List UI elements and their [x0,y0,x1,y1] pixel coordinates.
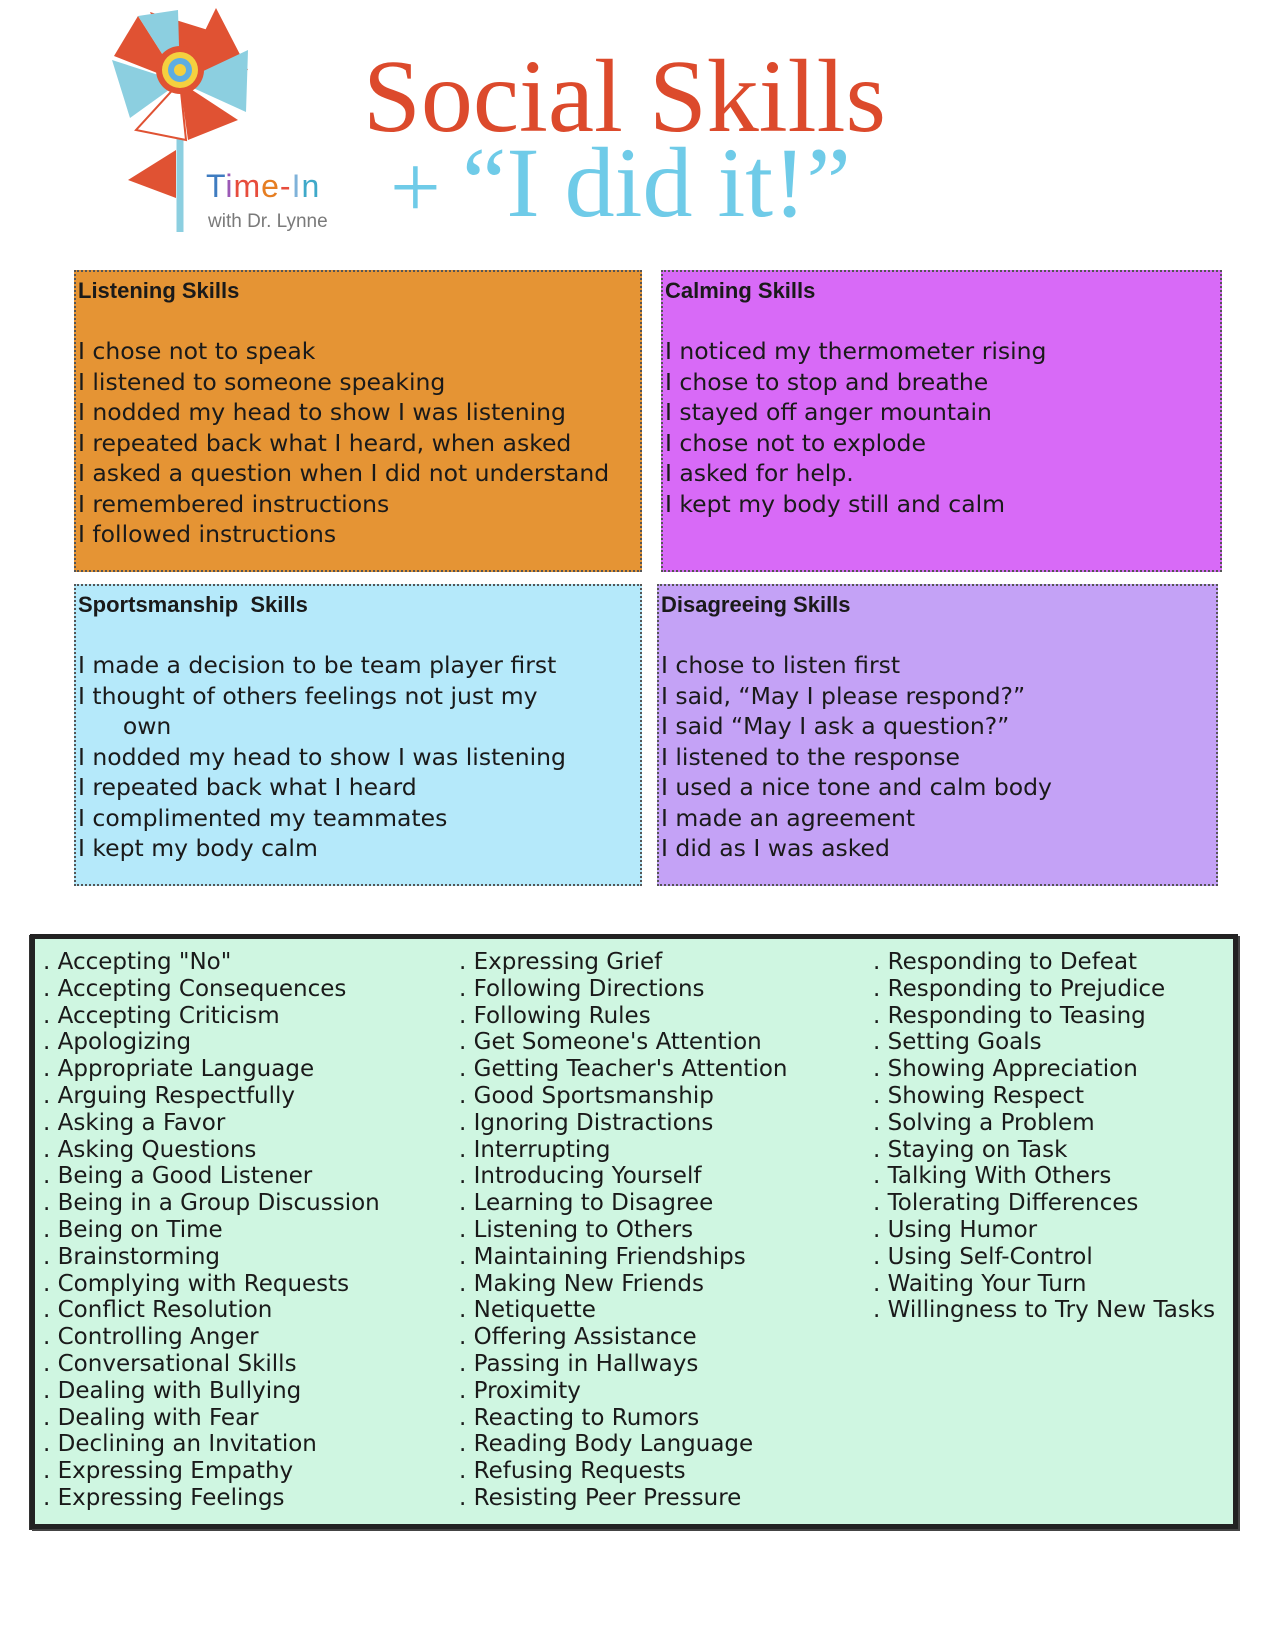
skill-item: . Ignoring Distractions [459,1109,714,1136]
skill-item: . Using Humor [873,1216,1038,1243]
skill-item: . Responding to Teasing [873,1002,1146,1029]
panel-heading: Sportsmanship Skills [78,592,308,617]
list-item: I chose to stop and breathe [665,367,989,396]
list-item: I followed instructions [78,520,337,548]
skill-item: . Dealing with Fear [43,1404,259,1431]
skill-item: . Reacting to Rumors [459,1404,700,1431]
skill-item: . Making New Friends [459,1270,704,1297]
skill-item: . Waiting Your Turn [873,1270,1087,1297]
list-item: I chose not to explode [665,428,926,457]
list-item: I said, “May I please respond?” [661,681,1026,710]
page-subtitle: “I did it!” [462,127,851,238]
skills-column-3 [873,949,1215,1324]
skill-item: . Showing Respect [873,1082,1085,1109]
panel-heading: Disagreeing Skills [661,592,851,617]
list-item: I repeated back what I heard [78,773,417,801]
list-item: I stayed off anger mountain [665,398,992,426]
skill-item: . Expressing Grief [459,949,663,975]
sportsmanship-skills-panel [74,584,642,886]
panel-list [78,336,640,550]
skill-item: . Staying on Task [873,1136,1068,1163]
logo-subtitle: with Dr. Lynne [208,211,328,232]
skill-item: . Asking Questions [43,1136,257,1163]
skill-item: . Get Someone's Attention [459,1029,762,1056]
panel-list [78,650,640,864]
skill-item: . Maintaining Friendships [459,1243,746,1270]
skill-item: . Responding to Defeat [873,949,1138,975]
skill-item: . Conflict Resolution [43,1297,273,1324]
skill-item: . Proximity [459,1377,581,1404]
skill-item: . Asking a Favor [43,1109,226,1136]
list-item: I used a nice tone and calm body [661,773,1052,801]
skills-list-box [30,934,1238,1529]
skill-item: . Arguing Respectfully [43,1082,296,1109]
list-item: I nodded my head to show I was listening [78,742,566,771]
calming-skills-panel [661,270,1222,572]
skills-column-2 [459,949,788,1512]
list-item: I complimented my teammates [78,803,448,832]
skill-item: . Learning to Disagree [459,1190,714,1217]
skill-item: . Resisting Peer Pressure [459,1484,742,1511]
skill-item: . Following Rules [459,1002,651,1029]
panel-heading: Listening Skills [78,278,240,303]
skill-item: . Brainstorming [43,1243,221,1270]
skill-item: . Solving a Problem [873,1109,1095,1136]
skill-item: . Talking With Others [873,1163,1112,1190]
skill-item: . Controlling Anger [43,1324,259,1351]
skill-item: . Declining an Invitation [43,1431,317,1458]
skill-item: . Apologizing [43,1029,192,1056]
list-item: I kept my body still and calm [665,489,1006,518]
skill-item: . Being a Good Listener [43,1163,313,1190]
skill-item: . Willingness to Try New Tasks [873,1297,1216,1324]
panel-heading: Calming Skills [665,278,816,303]
skill-item: . Conversational Skills [43,1350,297,1377]
list-item: I nodded my head to show I was listening [78,398,566,426]
panel-list [661,650,1216,864]
list-item: I did as I was asked [661,834,890,862]
list-item: own [78,712,172,740]
panel-list [665,336,1220,519]
skills-column-1 [43,949,380,1512]
skill-item: . Following Directions [459,975,705,1002]
skill-item: . Complying with Requests [43,1270,350,1297]
list-item: I chose to listen first [661,651,901,679]
disagreeing-skills-panel [657,584,1218,886]
list-item: I chose not to speak [78,337,316,365]
list-item: I made a decision to be team player first [78,651,557,679]
skill-item: . Netiquette [459,1297,596,1324]
skill-item: . Accepting "No" [43,949,232,975]
list-item: I made an agreement [661,803,916,832]
list-item: I asked for help. [665,459,854,487]
skill-item: . Refusing Requests [459,1458,686,1485]
skill-item: . Responding to Prejudice [873,975,1166,1002]
skill-item: . Being on Time [43,1216,223,1243]
list-item: I listened to someone speaking [78,367,446,396]
skill-item: . Dealing with Bullying [43,1377,302,1404]
skill-item: . Introducing Yourself [459,1163,702,1190]
page-title: Social Skills [363,39,886,154]
skill-item: . Getting Teacher's Attention [459,1056,788,1083]
list-item: I repeated back what I heard, when asked [78,428,572,457]
list-item: I asked a question when I did not understand [78,459,610,487]
skill-item: . Setting Goals [873,1029,1042,1056]
list-item: I noticed my thermometer rising [665,337,1047,365]
logo [108,0,348,240]
list-item: I listened to the response [661,742,960,771]
skill-item: . Accepting Consequences [43,975,347,1002]
skill-item: . Accepting Criticism [43,1002,280,1029]
skill-item: . Showing Appreciation [873,1056,1138,1083]
skill-item: . Good Sportsmanship [459,1082,714,1109]
list-item: I kept my body calm [78,834,318,862]
skill-item: . Expressing Empathy [43,1458,294,1485]
list-item: I thought of others feelings not just my [78,681,538,710]
skill-item: . Listening to Others [459,1216,694,1243]
skill-item: . Being in a Group Discussion [43,1190,380,1217]
skill-item: . Using Self-Control [873,1243,1093,1270]
skill-item: . Appropriate Language [43,1056,315,1083]
title-plus: + [390,138,441,237]
list-item: I said “May I ask a question?” [661,712,1010,740]
skill-item: . Expressing Feelings [43,1484,285,1511]
skill-item: . Tolerating Differences [873,1190,1139,1217]
skill-item: . Reading Body Language [459,1431,754,1458]
list-item: I remembered instructions [78,489,390,518]
skill-item: . Offering Assistance [459,1324,697,1351]
logo-name: Time-In [206,168,321,204]
skill-item: . Passing in Hallways [459,1350,699,1377]
skill-item: . Interrupting [459,1136,611,1163]
listening-skills-panel [74,270,642,572]
